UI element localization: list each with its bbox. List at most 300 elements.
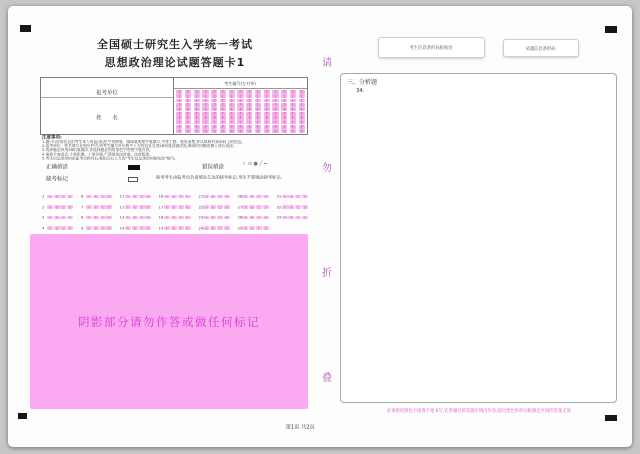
- question-group: [118, 192, 151, 231]
- digit-column: [246, 90, 252, 133]
- digit-bubble: 5: [237, 112, 243, 116]
- option-bubble: A: [282, 216, 288, 220]
- question-row: [157, 192, 190, 201]
- digit-bubble: 6: [281, 116, 287, 120]
- question-row: [157, 213, 190, 222]
- digit-bubble: 4: [272, 107, 278, 111]
- option-bubble: A: [125, 216, 131, 220]
- option-bubble: D: [108, 205, 111, 209]
- option-bubble: A: [125, 205, 131, 209]
- question-row: [157, 203, 190, 212]
- digit-bubble: 7: [211, 120, 217, 124]
- digit-bubble: 5: [264, 112, 270, 116]
- option-bubble: C: [140, 226, 143, 230]
- digit-bubble: 8: [176, 125, 182, 129]
- digit-bubble: 9: [281, 129, 287, 133]
- notice-line: 5.考生信息条形码由监考员核对后,粘贴在右上方的"考生信息条形码粘贴处"框内。: [42, 156, 178, 161]
- option-bubble: C: [101, 205, 104, 209]
- digit-bubble: 9: [237, 129, 243, 133]
- option-bubble: D: [147, 194, 150, 199]
- digit-bubble: 1: [281, 94, 287, 98]
- essay-question-number: 34.: [356, 88, 365, 94]
- question-row: [79, 203, 112, 212]
- digit-bubble: 8: [237, 125, 243, 129]
- digit-bubble: 1: [246, 94, 252, 98]
- digit-bubble: 2: [255, 99, 261, 103]
- question-row: [79, 192, 112, 201]
- digit-bubble: 5: [281, 112, 287, 116]
- option-bubble: D: [69, 215, 72, 220]
- digit-bubble: 0: [194, 90, 200, 94]
- digit-bubble: 1: [237, 94, 243, 98]
- digit-bubble: 9: [202, 129, 208, 133]
- digit-bubble: 9: [176, 129, 182, 133]
- question-row: [197, 203, 230, 212]
- digit-bubble: 0: [229, 90, 235, 94]
- digit-bubble: 8: [299, 125, 305, 129]
- fold-warning-char: 勿: [322, 163, 332, 174]
- digit-bubble: 5: [290, 112, 296, 116]
- question-row: [40, 192, 73, 201]
- wrong-fill-examples: ✓ ⊙ ● ╱ ━: [242, 161, 267, 167]
- digit-bubble: 5: [229, 112, 235, 116]
- digit-bubble: 4: [176, 107, 182, 111]
- option-bubble: B: [132, 226, 138, 230]
- absent-mark-box: [128, 177, 138, 182]
- option-bubble: B: [54, 205, 60, 209]
- digit-column: [255, 90, 261, 133]
- digit-bubble: 9: [255, 129, 261, 133]
- absent-mark-label: 缺考标记: [46, 176, 68, 183]
- digit-bubble: 1: [299, 94, 305, 98]
- option-bubble: B: [210, 195, 216, 199]
- digit-bubble: 9: [299, 129, 305, 133]
- digit-bubble: 5: [246, 112, 252, 116]
- option-bubble: A: [282, 205, 288, 209]
- digit-bubble: 9: [194, 129, 200, 133]
- correct-fill-label: 正确填涂: [46, 164, 68, 171]
- digit-bubble: 0: [290, 90, 296, 94]
- paper-barcode-box: [503, 39, 579, 57]
- option-bubble: A: [164, 195, 170, 199]
- paper-barcode-label: 试题信息条形码: [525, 46, 557, 52]
- digit-bubble: 2: [281, 99, 287, 103]
- digit-column: [229, 90, 235, 133]
- option-bubble: B: [54, 226, 60, 230]
- digit-bubble: 6: [299, 116, 305, 120]
- digit-bubble: 2: [194, 99, 200, 103]
- digit-bubble: 3: [229, 103, 235, 107]
- digit-bubble: 6: [255, 116, 261, 120]
- digit-bubble: 6: [237, 116, 243, 120]
- digit-bubble: 0: [185, 90, 191, 94]
- question-number: 2: [42, 204, 45, 210]
- digit-column: [194, 90, 200, 133]
- question-number: 7: [81, 204, 84, 210]
- candidate-info-form: [40, 77, 308, 135]
- digit-bubble: 4: [194, 107, 200, 111]
- question-number: 3: [42, 215, 45, 220]
- digit-bubble: 6: [220, 116, 226, 120]
- question-number: 12: [119, 204, 125, 210]
- digit-bubble: 7: [202, 120, 208, 124]
- option-bubble: A: [47, 216, 53, 220]
- digit-bubble: 3: [290, 103, 296, 107]
- candidate-number-section: [174, 78, 307, 134]
- notice-line: 1.题(卡)首的信息由考生本人用蓝(黑)色字迹钢笔、圆珠笔或签字笔填写,字迹工整、笔迹清楚,并认真核对条形码上的信息。: [42, 140, 246, 144]
- digit-bubble: 5: [272, 112, 278, 116]
- option-bubble: C: [101, 226, 104, 230]
- option-bubble: B: [93, 195, 99, 199]
- question-number: 9: [81, 225, 84, 231]
- digit-column: [290, 90, 296, 133]
- question-group: [40, 192, 73, 231]
- page-number-label: 第1页 共2页: [285, 424, 315, 431]
- digit-bubble: 0: [237, 90, 243, 94]
- digit-bubble: 1: [176, 94, 182, 98]
- question-row: [118, 192, 151, 201]
- option-bubble: A: [242, 216, 248, 220]
- option-bubble: C: [140, 215, 143, 220]
- exam-title-line2: 思想政治理论试题答题卡1: [104, 56, 246, 69]
- digit-bubble: 7: [220, 120, 226, 124]
- option-bubble: C: [218, 194, 221, 199]
- digit-bubble: 5: [194, 112, 200, 116]
- digit-bubble: 3: [299, 103, 305, 107]
- digit-bubble: 3: [237, 103, 243, 107]
- question-number: 21: [198, 194, 203, 199]
- digit-column: [185, 90, 191, 133]
- multiple-choice-bubble-area: [40, 192, 308, 231]
- question-number: 13: [119, 215, 125, 220]
- digit-bubble: 8: [272, 125, 278, 129]
- question-row: [197, 224, 230, 233]
- option-bubble: D: [264, 194, 267, 199]
- shaded-no-mark-area: [30, 234, 308, 409]
- question-row: [197, 213, 230, 222]
- question-group: [157, 192, 190, 231]
- question-row: [40, 203, 73, 212]
- digit-bubble: 7: [281, 120, 287, 124]
- digit-bubble: 4: [229, 107, 235, 111]
- option-bubble: C: [179, 194, 182, 199]
- digit-bubble: 5: [202, 112, 208, 116]
- name-field: [41, 98, 173, 134]
- essay-answer-box: [340, 73, 617, 403]
- digit-bubble: 9: [290, 129, 296, 133]
- digit-column: [220, 90, 226, 133]
- question-number: 22: [198, 204, 203, 210]
- digit-bubble: 6: [229, 116, 235, 120]
- registration-mark-top-right: [605, 26, 617, 33]
- option-bubble: A: [125, 195, 131, 199]
- question-number: 29: [237, 225, 242, 231]
- exam-title: [55, 36, 295, 70]
- question-row: [118, 224, 151, 233]
- option-bubble: C: [62, 226, 65, 230]
- question-group: [79, 192, 112, 231]
- fill-mark-legend: [42, 161, 308, 187]
- option-bubble: C: [179, 215, 182, 220]
- digit-bubble: 6: [194, 116, 200, 120]
- option-bubble: C: [297, 215, 300, 220]
- option-bubble: D: [225, 205, 228, 209]
- question-number: 16: [159, 194, 164, 199]
- option-bubble: A: [164, 226, 170, 230]
- application-unit-label: 报考单位: [96, 90, 118, 97]
- option-bubble: D: [69, 226, 72, 230]
- application-unit-field: [41, 78, 173, 98]
- question-row: [79, 224, 112, 233]
- option-bubble: B: [171, 205, 177, 209]
- option-bubble: A: [242, 226, 248, 230]
- question-number: 27: [237, 204, 242, 210]
- digit-bubble: 1: [211, 94, 217, 98]
- digit-bubble: 3: [194, 103, 200, 107]
- question-row: [275, 203, 308, 212]
- question-group: [236, 192, 269, 231]
- digit-bubble: 4: [211, 107, 217, 111]
- digit-bubble: 1: [255, 94, 261, 98]
- option-bubble: A: [203, 216, 209, 220]
- digit-bubble: 3: [281, 103, 287, 107]
- option-bubble: D: [108, 194, 111, 199]
- digit-bubble: 0: [281, 90, 287, 94]
- digit-bubble: 5: [176, 112, 182, 116]
- option-bubble: B: [288, 195, 294, 199]
- option-bubble: C: [140, 194, 143, 199]
- digit-bubble: 8: [255, 125, 261, 129]
- option-bubble: B: [171, 216, 177, 220]
- option-bubble: B: [249, 195, 255, 199]
- digit-column: [281, 90, 287, 133]
- option-bubble: B: [132, 216, 138, 220]
- candidate-barcode-label: 考生信息条形码粘贴处: [409, 45, 454, 51]
- digit-bubble: 5: [211, 112, 217, 116]
- notice-lines: [42, 140, 308, 161]
- digit-bubble: 6: [272, 116, 278, 120]
- digit-bubble: 4: [237, 107, 243, 111]
- digit-bubble: 6: [246, 116, 252, 120]
- question-number: 24: [198, 225, 203, 231]
- digit-bubble: 2: [299, 99, 305, 103]
- digit-column: [264, 90, 270, 133]
- option-bubble: A: [203, 195, 209, 199]
- digit-column: [237, 90, 243, 133]
- digit-bubble: 6: [290, 116, 296, 120]
- question-number: 8: [81, 215, 84, 220]
- digit-bubble: 6: [211, 116, 217, 120]
- option-bubble: D: [264, 226, 267, 230]
- option-bubble: C: [258, 205, 261, 209]
- option-bubble: A: [47, 195, 53, 199]
- essay-footer-note: 必须使用黑色字迹签字笔书写,在各题目的答题区域内作答,超出黑色矩形边框限定区域的答案无效: [386, 408, 571, 414]
- option-bubble: A: [203, 205, 209, 209]
- option-bubble: A: [164, 205, 170, 209]
- option-bubble: C: [258, 215, 261, 220]
- digit-bubble: 0: [202, 90, 208, 94]
- digit-bubble: 3: [246, 103, 252, 107]
- question-number: 19: [159, 225, 164, 231]
- option-bubble: A: [203, 226, 209, 230]
- option-bubble: D: [264, 215, 267, 220]
- option-bubble: B: [132, 195, 138, 199]
- option-bubble: B: [93, 226, 99, 230]
- digit-column: [202, 90, 208, 133]
- option-bubble: A: [164, 216, 170, 220]
- option-bubble: C: [101, 194, 104, 199]
- option-bubble: B: [249, 226, 255, 230]
- option-bubble: A: [242, 205, 248, 209]
- digit-bubble: 9: [246, 129, 252, 133]
- option-bubble: D: [69, 205, 72, 209]
- digit-bubble: 8: [185, 125, 191, 129]
- digit-bubble: 6: [202, 116, 208, 120]
- question-number: 6: [81, 194, 84, 199]
- digit-bubble: 8: [290, 125, 296, 129]
- digit-bubble: 8: [246, 125, 252, 129]
- digit-bubble: 7: [272, 120, 278, 124]
- question-row: [118, 213, 151, 222]
- digit-bubble: 7: [299, 120, 305, 124]
- digit-bubble: 7: [264, 120, 270, 124]
- digit-bubble: 9: [264, 129, 270, 133]
- option-bubble: B: [171, 226, 177, 230]
- digit-bubble: 0: [264, 90, 270, 94]
- question-row: [236, 192, 269, 201]
- question-row: [118, 203, 151, 212]
- option-bubble: C: [179, 226, 182, 230]
- option-bubble: D: [186, 226, 189, 230]
- question-number: 11: [119, 194, 125, 199]
- question-number: 26: [237, 194, 242, 199]
- notice-section: [42, 135, 308, 161]
- question-number: 23: [198, 215, 203, 220]
- digit-bubble: 1: [185, 94, 191, 98]
- digit-bubble: 2: [185, 99, 191, 103]
- question-group: [275, 192, 308, 222]
- notice-line: 4.保持卡面清洁,不要折叠、不要弄破,严禁使用涂改液、涂改胶条。: [42, 152, 153, 157]
- option-bubble: D: [147, 226, 150, 230]
- candidate-barcode-box: [378, 37, 485, 58]
- question-row: [40, 224, 73, 233]
- digit-bubble: 7: [185, 120, 191, 124]
- question-number: 18: [159, 215, 164, 220]
- option-bubble: B: [249, 205, 255, 209]
- option-bubble: A: [282, 195, 288, 199]
- question-number: 31: [276, 194, 281, 199]
- option-bubble: B: [54, 195, 60, 199]
- digit-bubble: 9: [272, 129, 278, 133]
- digit-bubble: 0: [220, 90, 226, 94]
- digit-bubble: 4: [299, 107, 305, 111]
- option-bubble: B: [210, 216, 216, 220]
- question-number: 17: [159, 204, 164, 210]
- digit-bubble: 4: [255, 107, 261, 111]
- digit-bubble: 4: [290, 107, 296, 111]
- option-bubble: D: [225, 226, 228, 230]
- option-bubble: D: [147, 215, 150, 220]
- digit-bubble: 8: [229, 125, 235, 129]
- digit-bubble: 2: [246, 99, 252, 103]
- option-bubble: D: [108, 226, 111, 230]
- option-bubble: A: [86, 195, 92, 199]
- question-number: 32: [276, 204, 281, 210]
- digit-bubble: 4: [281, 107, 287, 111]
- digit-bubble: 2: [229, 99, 235, 103]
- option-bubble: D: [108, 215, 111, 220]
- option-bubble: C: [179, 205, 182, 209]
- digit-bubble: 7: [255, 120, 261, 124]
- digit-bubble: 8: [220, 125, 226, 129]
- digit-bubble: 2: [290, 99, 296, 103]
- question-number: 33: [276, 215, 281, 220]
- digit-bubble: 0: [255, 90, 261, 94]
- digit-bubble: 7: [290, 120, 296, 124]
- digit-bubble: 2: [211, 99, 217, 103]
- correct-fill-mark: [128, 165, 140, 170]
- digit-bubble: 1: [220, 94, 226, 98]
- option-bubble: C: [62, 205, 65, 209]
- option-bubble: D: [303, 215, 307, 220]
- option-bubble: C: [218, 205, 221, 209]
- option-bubble: D: [264, 205, 267, 209]
- digit-bubble: 1: [194, 94, 200, 98]
- digit-bubble: 0: [299, 90, 305, 94]
- digit-bubble: 7: [176, 120, 182, 124]
- wrong-fill-label: 错误填涂: [202, 164, 224, 171]
- digit-bubble: 6: [176, 116, 182, 120]
- option-bubble: D: [303, 194, 307, 199]
- digit-bubble: 3: [220, 103, 226, 107]
- digit-bubble: 3: [255, 103, 261, 107]
- option-bubble: B: [93, 205, 99, 209]
- option-bubble: B: [288, 205, 294, 209]
- option-bubble: D: [225, 194, 228, 199]
- digit-bubble: 6: [185, 116, 191, 120]
- option-bubble: D: [186, 215, 189, 220]
- option-bubble: B: [132, 205, 138, 209]
- digit-column: [299, 90, 305, 133]
- question-row: [157, 224, 190, 233]
- digit-bubble: 8: [264, 125, 270, 129]
- digit-bubble: 2: [272, 99, 278, 103]
- digit-bubble: 8: [194, 125, 200, 129]
- option-bubble: A: [242, 195, 248, 199]
- digit-bubble: 5: [299, 112, 305, 116]
- digit-bubble: 0: [272, 90, 278, 94]
- digit-bubble: 1: [290, 94, 296, 98]
- name-unit-fields: [41, 78, 174, 134]
- option-bubble: D: [186, 194, 189, 199]
- option-bubble: B: [171, 195, 177, 199]
- question-number: 4: [42, 225, 45, 231]
- option-bubble: B: [210, 205, 216, 209]
- digit-bubble: 1: [264, 94, 270, 98]
- question-number: 14: [119, 225, 125, 231]
- do-not-fold-vertical-text: [320, 54, 334, 384]
- digit-bubble: 9: [185, 129, 191, 133]
- option-bubble: C: [297, 194, 300, 199]
- option-bubble: B: [93, 216, 99, 220]
- option-bubble: C: [258, 226, 261, 230]
- question-row: [275, 213, 308, 222]
- option-bubble: A: [86, 205, 92, 209]
- candidate-number-header: 考生编号(左对齐): [174, 78, 307, 89]
- absent-note: 缺考考生由监考员负责填涂左边的缺考标记,考生不要填涂缺考标记。: [156, 175, 285, 180]
- digit-bubble: 3: [272, 103, 278, 107]
- fold-warning-char: 叠: [322, 373, 332, 384]
